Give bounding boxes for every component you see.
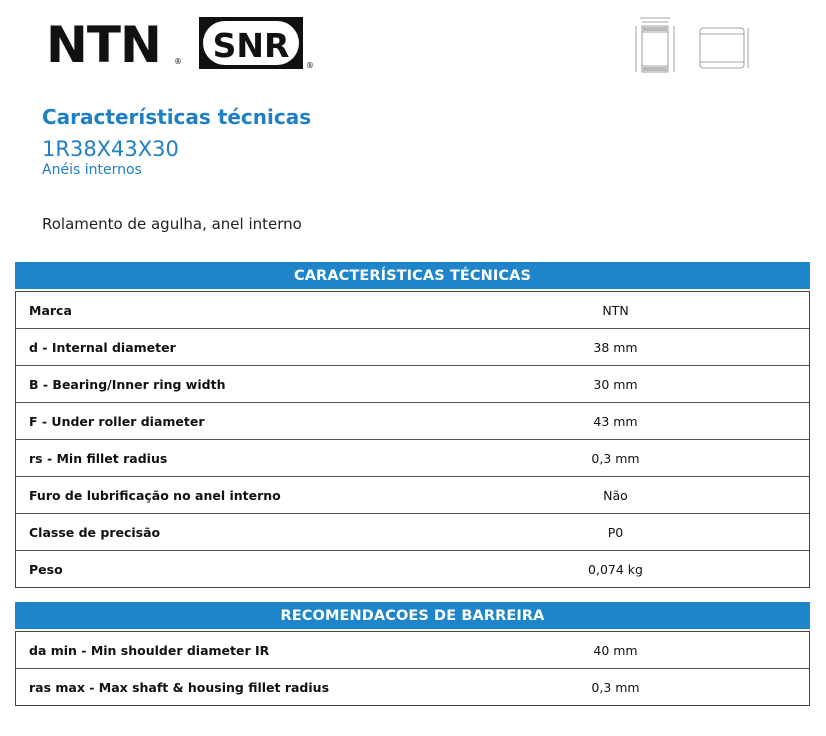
row-label: ras max - Max shaft & housing fillet radius	[29, 679, 330, 695]
ntn-logo	[46, 18, 186, 68]
table-row	[16, 440, 809, 477]
product-reference: 1R38X43X30	[42, 137, 179, 161]
row-label: da min - Min shoulder diameter IR	[29, 642, 270, 658]
brand-logos	[46, 16, 316, 70]
table-row	[16, 329, 809, 366]
row-label: Marca	[29, 302, 72, 318]
row-value: P0	[607, 524, 624, 540]
svg-text:NTN: NTN	[46, 18, 161, 68]
row-value: 43 mm	[593, 413, 638, 429]
row-label: Classe de precisão	[29, 524, 161, 540]
row-value: 38 mm	[593, 339, 638, 355]
svg-text:SNR: SNR	[212, 26, 290, 65]
row-label: rs - Min fillet radius	[29, 450, 168, 466]
row-label: F - Under roller diameter	[29, 413, 205, 429]
row-value: NTN	[602, 302, 629, 318]
table-row	[16, 632, 809, 669]
technical-characteristics-table	[15, 262, 810, 588]
svg-text:®: ®	[174, 57, 182, 66]
row-value: Não	[603, 487, 628, 503]
row-value: 0,3 mm	[591, 679, 640, 695]
row-value: 30 mm	[593, 376, 638, 392]
table-header: CARACTERÍSTICAS TÉCNICAS	[15, 262, 810, 289]
table-body	[15, 631, 810, 706]
table-header: RECOMENDACOES DE BARREIRA	[15, 602, 810, 629]
bearing-technical-drawing	[630, 14, 760, 76]
table-row	[16, 551, 809, 587]
row-label: Peso	[29, 561, 63, 577]
table-row	[16, 669, 809, 705]
table-row	[16, 514, 809, 551]
row-label: Furo de lubrificação no anel interno	[29, 487, 281, 503]
row-label: d - Internal diameter	[29, 339, 176, 355]
svg-text:®: ®	[306, 61, 314, 70]
table-row	[16, 292, 809, 329]
table-body	[15, 291, 810, 588]
snr-logo	[198, 16, 316, 70]
row-value: 40 mm	[593, 642, 638, 658]
product-category: Anéis internos	[42, 162, 142, 178]
table-row	[16, 477, 809, 514]
page-title: Características técnicas	[42, 105, 312, 129]
row-value: 0,074 kg	[588, 561, 643, 577]
product-description: Rolamento de agulha, anel interno	[42, 215, 302, 233]
table-row	[16, 366, 809, 403]
row-label: B - Bearing/Inner ring width	[29, 376, 226, 392]
table-row	[16, 403, 809, 440]
barrier-recommendations-table	[15, 602, 810, 706]
row-value: 0,3 mm	[591, 450, 640, 466]
